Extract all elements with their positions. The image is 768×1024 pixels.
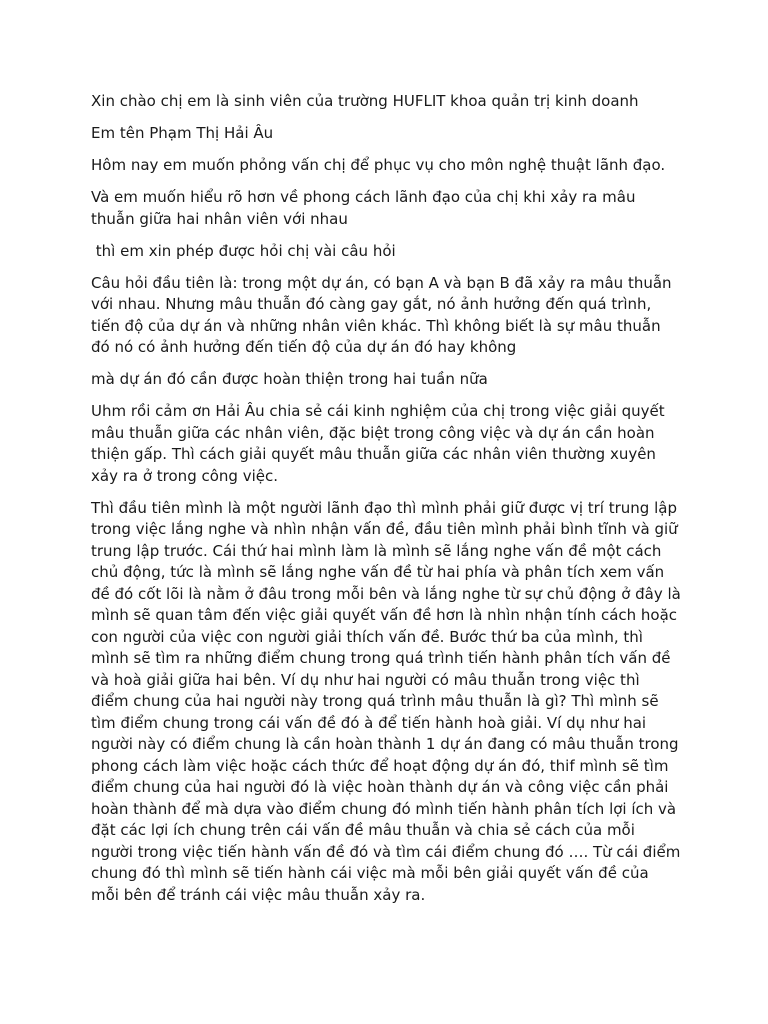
paragraph-greeting: Xin chào chị em là sinh viên của trường HUFLIT khoa quản trị kinh doanh (91, 92, 639, 110)
paragraph-purpose: Hôm nay em muốn phỏng vấn chị để phục vụ cho môn nghệ thuật lãnh đạo. (91, 156, 666, 174)
paragraph-request: thì em xin phép được hỏi chị vài câu hỏi (91, 241, 396, 260)
paragraph-name: Em tên Phạm Thị Hải Âu (91, 124, 274, 142)
document-body (91, 91, 681, 917)
paragraph-topic: Và em muốn hiểu rõ hơn về phong cách lãnh đạo của chị khi xảy ra mâu thuẫn giữa hai nhân viên với nhau (91, 188, 636, 228)
paragraph-question-one: Câu hỏi đầu tiên là: trong một dự án, có bạn A và bạn B đã xảy ra mâu thuẫn với nhau. Nhưng mâu thuẫn đó càng gay gắt, nó ảnh hưởng đến quá trình, tiến độ của dự án và những nhân viên khác. Thì không biết là sự mâu thuẫn đó nó có ảnh hưởng đến tiến độ của dự án đó hay không (91, 273, 672, 356)
paragraph-thanks: Uhm rồi cảm ơn Hải Âu chia sẻ cái kinh nghiệm của chị trong việc giải quyết mâu thuẫn giữa các nhân viên, đặc biệt trong công việc và dự án cần hoàn thiện gấp. Thì cách giải quyết mâu thuẫn giữa các nhân viên thường xuyên xảy ra ở trong công việc. (91, 402, 665, 485)
paragraph-answer: Thì đầu tiên mình là một người lãnh đạo thì mình phải giữ được vị trí trung lập trong việc lắng nghe và nhìn nhận vấn đề, đầu tiên mình phải bình tĩnh và giữ trung lập trước. Cái thứ hai mình làm là mình sẽ lắng nghe vấn đề một cách chủ động, tức là mình sẽ lắng nghe vấn đề từ hai phía và phân tích xem vấn đề đó cốt lõi là nằm ở đâu trong mỗi bên và lắng nghe từ sự chủ động ở đây là mình sẽ quan tâm đến việc giải quyết vấn đề hơn là nhìn nhận tính cách hoặc con người của việc con người giải thích vấn đề. Bước thứ ba của mình, thì mình sẽ tìm ra những điểm chung trong quá trình tiến hành phân tích vấn đề và hoà giải giữa hai bên. Ví dụ như hai người có mâu thuẫn trong việc thì điểm chung của hai người này trong quá trình mâu thuẫn là gì? Thì mình sẽ tìm điểm chung trong cái vấn đề đó à để tiến hành hoà giải. Ví dụ như hai người này có điểm chung là cần hoàn thành 1 dự án đang có mâu thuẫn trong phong cách làm việc hoặc cách thức để hoạt động dự án đó, thif mình sẽ tìm điểm chung của hai người đó là việc hoàn thành dự án và công việc cần phải hoàn thành để mà dựa vào điểm chung đó mình tiến hành phân tích lợi ích và đặt các lợi ích chung trên cái vấn đề mâu thuẫn và chia sẻ cách của mỗi người trong việc tiến hành vấn đề đó và tìm cái điểm chung đó …. Từ cái điểm chung đó thì mình sẽ tiến hành cái việc mà mỗi bên giải quyết vấn đề của mỗi bên để tránh cái việc mâu thuẫn xảy ra. (91, 498, 681, 904)
paragraph-deadline: mà dự án đó cần được hoàn thiện trong hai tuần nữa (91, 370, 488, 388)
